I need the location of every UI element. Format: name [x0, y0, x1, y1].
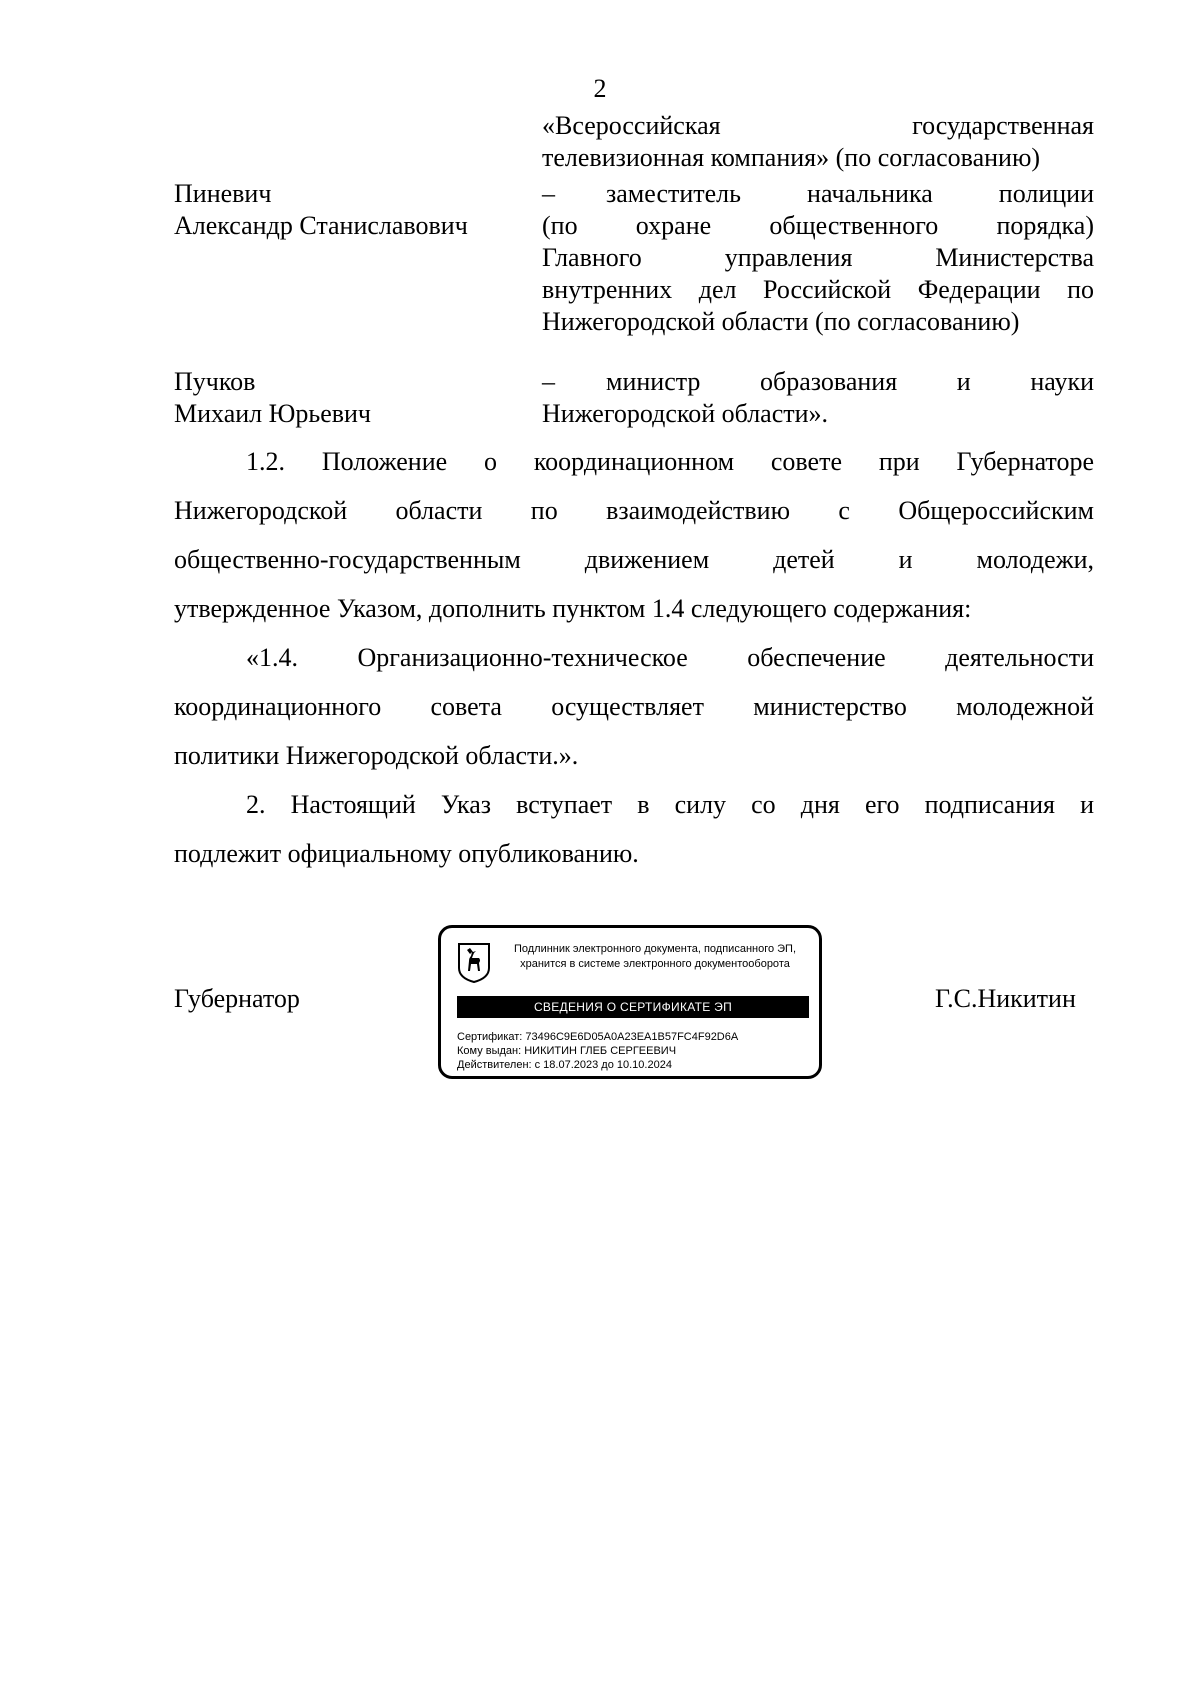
member-role: [542, 366, 1094, 430]
paragraph-line: «1.4. Организационно-техническое обеспечение деятельности: [246, 643, 1094, 672]
paragraph-2: [174, 780, 1094, 878]
certificate-validity: Действителен: с 18.07.2023 до 10.10.2024: [457, 1059, 672, 1071]
paragraph-line: Нижегородской области по взаимодействию с Общероссийским: [174, 496, 1094, 525]
paragraph-line: политики Нижегородской области.».: [174, 741, 579, 770]
role-line: Главного управления Министерства: [542, 243, 1094, 272]
paragraph-line: координационного совета осуществляет министерство молодежной: [174, 692, 1094, 721]
member-given-names: Михаил Юрьевич: [174, 399, 372, 428]
role-dash: –: [542, 367, 555, 396]
paragraph-1-2: [174, 437, 1094, 633]
continuation-word: государственная: [912, 111, 1094, 140]
coat-of-arms-icon: [457, 942, 491, 984]
role-line: Нижегородской области (по согласованию): [542, 307, 1020, 336]
paragraph-1-4: [174, 633, 1094, 780]
continuation-word: «Всероссийская: [542, 111, 721, 140]
signatory-name: Г.С.Никитин: [935, 984, 1076, 1013]
role-dash: –: [542, 179, 555, 208]
role-line: (по охране общественного порядка): [542, 211, 1094, 240]
certificate-number: Сертификат: 73496C9E6D05A0A23EA1B57FC4F92D6A: [457, 1031, 739, 1043]
signatory-title: Губернатор: [174, 984, 300, 1013]
stamp-certificate-banner: СВЕДЕНИЯ О СЕРТИФИКАТЕ ЭП: [457, 996, 809, 1018]
paragraph-line: общественно-государственным движением детей и молодежи,: [174, 545, 1094, 574]
role-line: внутренних дел Российской Федерации по: [542, 275, 1094, 304]
certificate-owner: Кому выдан: НИКИТИН ГЛЕБ СЕРГЕЕВИЧ: [457, 1045, 677, 1057]
paragraph-line: подлежит официальному опубликованию.: [174, 839, 639, 868]
paragraph-line: 2. Настоящий Указ вступает в силу со дня его подписания и: [246, 790, 1094, 819]
role-line: заместитель начальника полиции: [606, 179, 1094, 208]
stamp-header-line: Подлинник электронного документа, подписанного ЭП,: [513, 943, 797, 955]
member-surname: Пучков: [174, 367, 256, 396]
continuation-line: телевизионная компания» (по согласованию): [542, 143, 1041, 172]
role-line: министр образования и науки: [606, 367, 1094, 396]
paragraph-line: утвержденное Указом, дополнить пунктом 1.4 следующего содержания:: [174, 594, 972, 623]
page-number: 2: [593, 74, 607, 103]
member-role: [542, 178, 1094, 338]
role-line: Нижегородской области».: [542, 399, 829, 428]
electronic-signature-stamp: [438, 925, 822, 1079]
stamp-header-line: хранится в системе электронного документооборота: [520, 958, 790, 970]
member-given-names: Александр Станиславович: [174, 211, 468, 240]
paragraph-line: 1.2. Положение о координационном совете при Губернаторе: [246, 447, 1094, 476]
stamp-certificate-info: [457, 1030, 738, 1072]
stamp-header: [495, 942, 815, 972]
previous-entry-continuation: [542, 110, 1094, 174]
member-surname: Пиневич: [174, 179, 272, 208]
